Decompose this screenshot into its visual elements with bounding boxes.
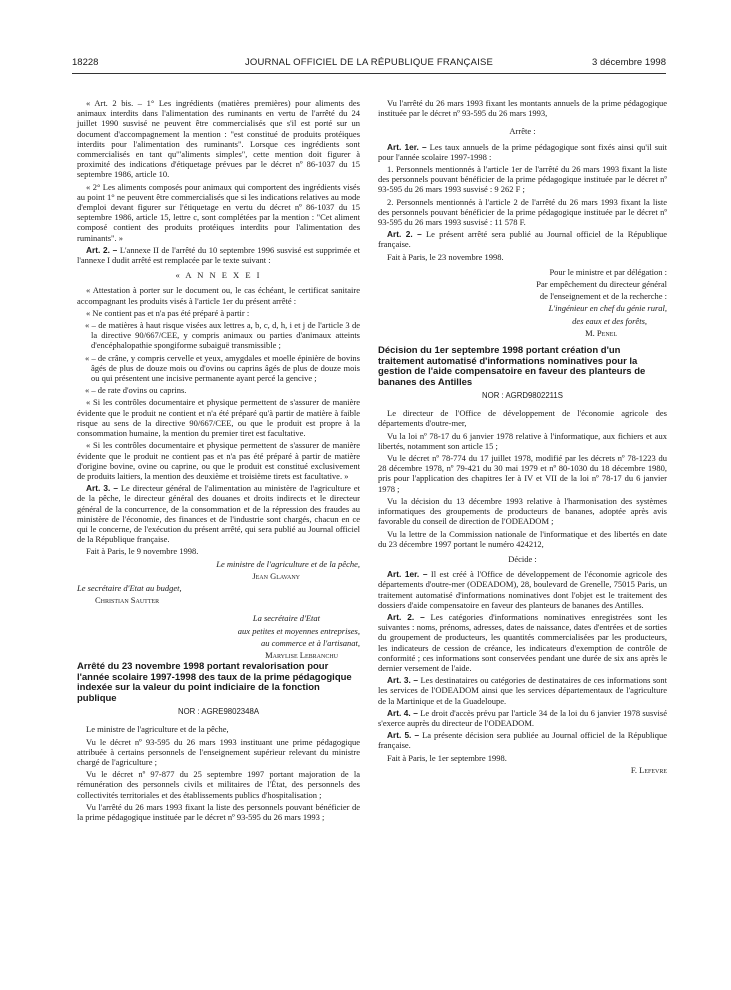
nor-reference: NOR : AGRE9802348A [177, 707, 260, 717]
paragraph: Vu l'arrêté du 26 mars 1993 fixant la liste des personnels pouvant bénéficier de la prime pédagogique instituée par le décret nº 93-595 du 26 mars 1993 ; [77, 801, 360, 822]
article-paragraph: Art. 2. – Les catégories d'informations nominatives enregistrées sont les suivantes : noms, prénoms, adresses, dates de naissance, dates d'entrées et de sorties du groupement de producteurs, les quantités commercialisées par les producteurs, les indicateurs de cession de créance, les indicateurs d'exemption de contrôle de conformité ; ces informations sont conservées pendant une durée de six ans après le dernier versement de l'aide. [378, 611, 667, 673]
paragraph: Le directeur de l'Office de développement de l'économie agricole des départements d'outre-mer, [378, 408, 667, 429]
signatory-role: La secrétaire d'Etat [252, 613, 320, 624]
article-number: Art. 2. – [387, 229, 422, 240]
issue-date: 3 décembre 1998 [592, 57, 666, 68]
list-item: « – de crâne, y compris cervelle et yeux, amygdales et moelle épinière de bovins âgés de plus de douze mois ou d'ovins ou caprins âgés de plus de douze mois ou qui présentent une incisive permanente ayant percé la gencive ; [85, 352, 360, 384]
signatory-role: au commerce et à l'artisanat, [261, 637, 360, 648]
article-number: Art. 3. – [86, 483, 118, 494]
page-number: 18228 [72, 57, 99, 68]
article-number: Art. 1er. – [387, 569, 428, 580]
signatory-name: Marylise Lebranchu [265, 649, 338, 660]
article-number: Art. 2. – [86, 244, 118, 255]
article-paragraph: Art. 3. – Le directeur général de l'alimentation au ministère de l'agriculture et de la pêche, le directeur général des douanes et droits indirects et le directeur général de la concurrence, de la consommation et de la répression des fraudes au ministère de l'économie, des finances et de l'industrie sont chargés, chacun en ce qui le concerne, de l'exécution du présent arrêté, qui sera publié au Journal officiel de la République française. [77, 483, 360, 545]
signatory-name: F. Lefevre [630, 764, 667, 775]
paragraph: Vu le décret nº 78-774 du 17 juillet 1978, modifié par les décrets nº 78-1223 du 28 décembre 1978, nº 79-421 du 30 mai 1979 et nº 80-1030 du 18 décembre 1980, pris pour l'application des chapitres Ier à IV et VII de la loi nº 78-17 du 6 janvier 1978 ; [378, 453, 667, 494]
list-item: « – de rate d'ovins ou caprins. [85, 385, 187, 396]
paragraph: 1. Personnels mentionnés à l'article 1er de l'arrêté du 26 mars 1993 fixant la liste des personnels pouvant bénéficier de la prime pédagogique instituée par le décret nº 93-595 du 26 mars 1993 susvisé : 9 262 F ; [378, 164, 667, 195]
signatory-role: aux petites et moyennes entreprises, [237, 625, 360, 636]
signature-line: de l'enseignement et de la recherche : [539, 291, 667, 302]
paragraph: Vu la décision du 13 décembre 1993 relative à l'harmonisation des systèmes informatiques des groupements de producteurs de bananes, adoptée après avis favorable du conseil de direction de l'ODEADOM ; [378, 495, 667, 527]
article-paragraph: Art. 1er. – Les taux annuels de la prime pédagogique sont fixés ainsi qu'il suit pour l'année scolaire 1997-1998 : [378, 141, 667, 162]
article-number: Art. 4. – [387, 707, 418, 718]
paragraph: Vu le décret nº 93-595 du 26 mars 1993 instituant une prime pédagogique attribuée à certains personnels de l'enseignement supérieur relevant du ministre chargé de l'agriculture ; [77, 736, 360, 767]
paragraph: Vu le décret nº 97-877 du 25 septembre 1997 portant majoration de la rémunération des personnels civils et militaires de l'État, des personnels des collectivités territoriales et des établissements publics d'hospitalisation ; [77, 769, 360, 800]
nor-reference: NOR : AGRD9802211S [482, 391, 563, 401]
article-paragraph: Art. 4. – Le droit d'accès prévu par l'article 34 de la loi du 6 janvier 1978 susvisé s'exerce auprès du directeur de l'ODEADOM. [378, 707, 667, 728]
paragraph: « Si les contrôles documentaire et physique permettent de s'assurer de manière évidente que le produit ne contient pas et n'a pas été préparé à partir de matière d'origine bovine, ovine ou caprine, ou que le produit est constitué exclusivement de produits laitiers, la mention des deuxième et troisième tirets est facultative. » [77, 440, 360, 481]
article-number: Art. 2. – [387, 611, 425, 622]
list-item: « – de matières à haut risque visées aux lettres a, b, c, d, h, i et j de l'article 3 de la directive 90/667/CEE, y compris animaux ou parties d'animaux atteints d'encéphalopathie spongiforme subaiguë transmissible ; [85, 320, 360, 351]
paragraph: « 2° Les aliments composés pour animaux qui comportent des ingrédients visés au point 1° ne peuvent être commercialisés que si les indications relatives au mode d'emploi devant figurer sur l'étiquetage en vertu du décret nº 86-1037 du 15 septembre 1986, article 15, lettre c, sont complétées par la mention : "Cet aliment composé contient des produits protéiques interdits pour l'alimentation des ruminants". » [77, 181, 360, 243]
signature-line: Pour le ministre et par délégation : [549, 266, 667, 277]
signature-line: L'ingénieur en chef du génie rural, [548, 303, 667, 314]
article-paragraph: Art. 2. – Le présent arrêté sera publié au Journal officiel de la République française. [378, 229, 667, 250]
signatory-name: M. Penel [585, 327, 617, 338]
decide-word: Décide : [508, 553, 537, 564]
signing-place-date: Fait à Paris, le 1er septembre 1998. [387, 752, 507, 763]
paragraph: Vu la lettre de la Commission nationale de l'informatique et des libertés en date du 23 décembre 1997 portant le numéro 424212, [378, 528, 667, 549]
paragraph: « Attestation à porter sur le document ou, le cas échéant, le certificat sanitaire accompagnant les produits visés à l'article 1er du présent arrêté : [77, 285, 360, 306]
journal-title: JOURNAL OFFICIEL DE LA RÉPUBLIQUE FRANÇAISE [244, 57, 494, 68]
signing-place-date: Fait à Paris, le 9 novembre 1998. [86, 546, 199, 557]
decree-heading: Arrêté du 23 novembre 1998 portant revalorisation pour l'année scolaire 1997-1998 des taux de la prime pédagogique indexée sur la valeur du point indiciaire de la fonction publique [77, 661, 352, 704]
paragraph: « Ne contient pas et n'a pas été préparé à partir : [86, 307, 250, 318]
decision-heading: Décision du 1er septembre 1998 portant création d'un traitement automatisé d'informations nominatives pour la gestion de l'aide compensatoire en faveur des planteurs de bananes des Antilles [378, 345, 646, 388]
page-header [72, 57, 666, 71]
article-number: Art. 5. – [387, 730, 420, 741]
annex-heading: « A N N E X E I [175, 270, 262, 281]
paragraph: « Si les contrôles documentaire et physique permettent de s'assurer de manière évidente que le produit ne contient et n'a été préparé qu'à partir de matière à faible risque au sens de la directive 90/667/CEE, ou que le produit est propre à la consommation humaine, la mention du premier tiret est facultative. [77, 397, 360, 439]
signature-line: Par empêchement du directeur général [536, 279, 667, 290]
signatory-name: Jean Glavany [252, 570, 300, 581]
right-column [378, 98, 667, 777]
article-paragraph: Art. 1er. – Il est créé à l'Office de développement de l'économie agricole des départements d'outre-mer (ODEADOM), 28, boulevard de Grenelle, 75015 Paris, un traitement automatisé d'informations nominatives dont l'objet est le traitement des dossiers d'aide compensatoire en faveur des planteurs de bananes des Antilles. [378, 569, 667, 610]
article-number: Art. 1er. – [387, 141, 427, 152]
article-paragraph: Art. 5. – La présente décision sera publiée au Journal officiel de la République française. [378, 730, 667, 751]
article-paragraph: Art. 2. – L'annexe II de l'arrêté du 10 septembre 1996 susvisé est supprimée et l'annexe I dudit arrêté est remplacée par le texte suivant : [77, 244, 360, 266]
signatory-role: Le secrétaire d'Etat au budget, [77, 582, 182, 593]
signatory-role: Le ministre de l'agriculture et de la pêche, [216, 558, 360, 569]
article-number: Art. 3. – [387, 675, 419, 686]
left-column [77, 98, 360, 824]
paragraph: Vu l'arrêté du 26 mars 1993 fixant les montants annuels de la prime pédagogique instituée par le décret nº 93-595 du 26 mars 1993, [378, 98, 667, 119]
signatory-name: Christian Sautter [95, 595, 160, 606]
paragraph: Vu la loi nº 78-17 du 6 janvier 1978 relative à l'informatique, aux fichiers et aux libertés, notamment son article 15 ; [378, 430, 667, 451]
article-paragraph: Art. 3. – Les destinataires ou catégories de destinataires de ces informations sont les services de l'ODEADOM ainsi que les services départementaux de l'agriculture de la Martinique et de la Guadeloupe. [378, 675, 668, 706]
signing-place-date: Fait à Paris, le 23 novembre 1998. [387, 251, 504, 262]
header-rule [72, 73, 666, 74]
arrete-word: Arrête : [509, 126, 536, 137]
paragraph: 2. Personnels mentionnés à l'article 2 de l'arrêté du 26 mars 1993 fixant la liste des personnels pouvant bénéficier de la prime pédagogique instituée par le décret nº 93-595 du 26 mars 1993 susvisé : 11 578 F. [378, 196, 667, 228]
paragraph: Le ministre de l'agriculture et de la pêche, [86, 724, 229, 735]
signature-line: des eaux et des forêts, [572, 315, 647, 326]
paragraph: « Art. 2 bis. – 1° Les ingrédients (matières premières) pour aliments des animaux interdits dans l'alimentation des ruminants en vertu de l'arrêté du 24 juillet 1990 susvisé ne peuvent être commercialisés que s'il est porté sur un document d'accompagnement la mention : "est constitué de produits protéiques interdits pour l'alimentation des ruminants". Lorsque ces ingrédients sont commercialisés en tant qu'"aliments simples", cette mention doit figurer à proximité des indications d'étiquetage prévues par le décret nº 86-1037 du 15 septembre 1986, article 10. [77, 98, 360, 180]
